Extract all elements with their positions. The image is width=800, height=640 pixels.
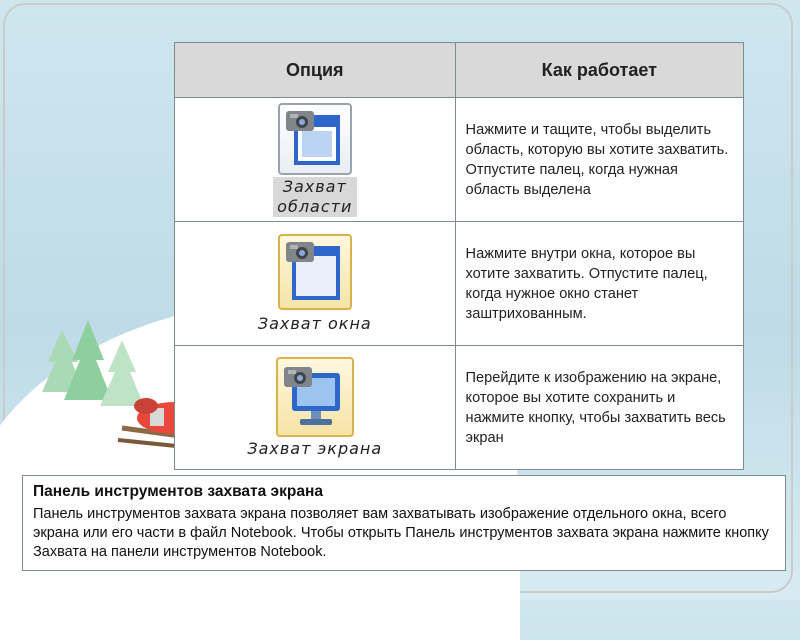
info-title: Панель инструментов захвата экрана	[33, 483, 323, 500]
area-capture-label: Захват области	[273, 177, 357, 217]
column-header-option: Опция	[175, 43, 456, 98]
window-capture-label: Захват окна	[257, 313, 372, 333]
info-body: Панель инструментов захвата экрана позволяет вам захватывать изображение отдельного окна, всего экрана или его части в файл Notebook. Чтобы открыть Панель инструментов захвата экрана нажмите кнопку Захвата на панели инструментов Notebook.	[33, 506, 769, 560]
screen-capture-cell	[175, 346, 456, 470]
capture-options-table	[174, 42, 744, 470]
table-header-row	[175, 43, 744, 98]
toolbar-info-box	[22, 475, 786, 571]
screen-capture-label: Захват экрана	[247, 438, 383, 458]
window-capture-description: Нажмите внутри окна, которое вы хотите захватить. Отпустите палец, когда нужное окно станет заштрихованным.	[455, 222, 743, 346]
column-header-how-it-works: Как работает	[455, 43, 743, 98]
screen-capture-description: Перейдите к изображению на экране, которое вы хотите сохранить и нажмите кнопку, чтобы захватить весь экран	[455, 346, 743, 470]
camera-window-capture-icon	[278, 234, 352, 310]
table-row	[175, 222, 744, 346]
fir-trees	[42, 320, 144, 406]
table-row	[175, 98, 744, 222]
table-row	[175, 346, 744, 470]
window-capture-cell	[175, 222, 456, 346]
area-capture-description: Нажмите и тащите, чтобы выделить область, которую вы хотите захватить. Отпустите палец, когда нужная область выделена	[455, 98, 743, 222]
camera-screen-capture-icon	[276, 357, 354, 437]
camera-area-capture-icon	[278, 103, 352, 175]
screen-capture-button[interactable]	[247, 357, 382, 458]
area-capture-cell	[175, 98, 456, 222]
window-capture-button[interactable]	[258, 234, 372, 333]
area-capture-button[interactable]	[273, 103, 357, 217]
